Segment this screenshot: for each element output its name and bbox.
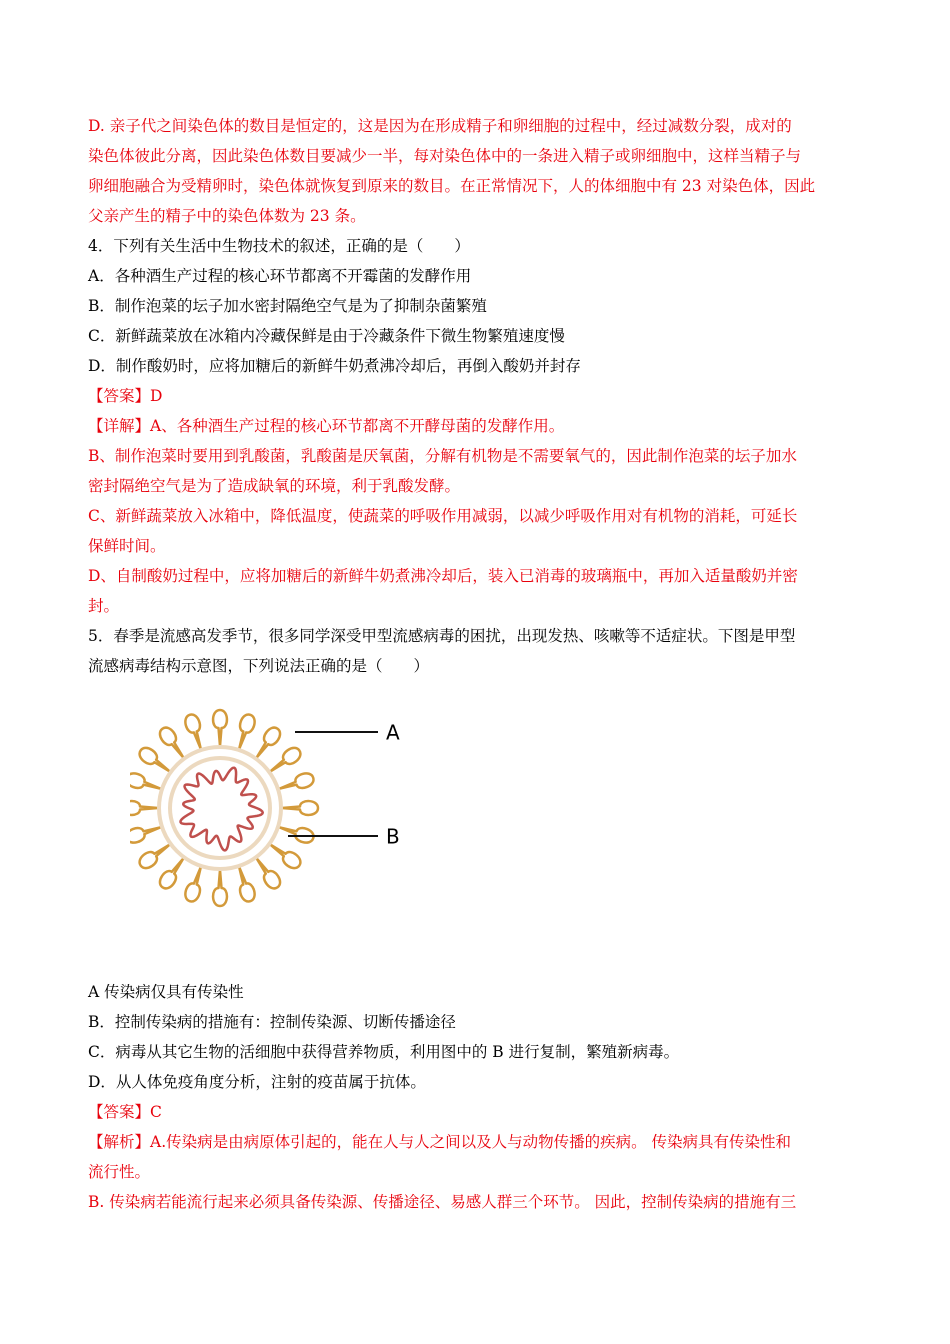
label-a: A (386, 720, 400, 745)
text-line: B．制作泡菜的坛子加水密封隔绝空气是为了抑制杂菌繁殖 (88, 297, 487, 315)
text-line: C．新鲜蔬菜放在冰箱内冷藏保鲜是由于冷藏条件下微生物繁殖速度慢 (88, 327, 565, 345)
spike-glycoprotein (213, 870, 227, 906)
text-line: D. 亲子代之间染色体的数目是恒定的，这是因为在形成精子和卵细胞的过程中，经过减数分裂，成对的 (88, 117, 792, 135)
text-line: 卵细胞融合为受精卵时，染色体就恢复到原来的数目。在正常情况下，人的体细胞中有 23 对染色体，因此 (88, 177, 816, 195)
spike-glycoprotein (185, 867, 200, 902)
spike-glycoprotein (140, 844, 170, 868)
text-line: C、新鲜蔬菜放入冰箱中，降低温度，使蔬菜的呼吸作用减弱，以减少呼吸作用对有机物的消耗，可延长 (88, 507, 798, 525)
text-line: A．各种酒生产过程的核心环节都离不开霉菌的发酵作用 (88, 267, 472, 285)
text-line: B．控制传染病的措施有：控制传染源、切断传播途径 (88, 1013, 456, 1031)
text-line: 【答案】C (88, 1103, 162, 1121)
text-line: 流感病毒结构示意图，下列说法正确的是（ ） (88, 657, 430, 675)
spike-glycoprotein (282, 801, 318, 815)
influenza-virus-diagram (130, 700, 420, 930)
spike-glycoprotein (279, 773, 314, 788)
text-line: B、制作泡菜时要用到乳酸菌，乳酸菌是厌氧菌，分解有机物是不需要氧气的，因此制作泡菜的坛子加水 (88, 447, 797, 465)
spike-glycoprotein (140, 748, 170, 772)
spike-glycoprotein (256, 728, 280, 758)
text-line: 密封隔绝空气是为了造成缺氧的环境，利于乳酸发酵。 (88, 477, 461, 495)
text-line: 5．春季是流感高发季节，很多同学深受甲型流感病毒的困扰，出现发热、咳嗽等不适症状。下图是甲型 (88, 627, 796, 645)
spike-glycoprotein (213, 710, 227, 746)
text-line: 【详解】A、各种酒生产过程的核心环节都离不开酵母菌的发酵作用。 (88, 417, 565, 435)
spike-glycoprotein (239, 714, 254, 749)
spike-glycoprotein (270, 748, 300, 772)
text-line: 【解析】A.传染病是由病原体引起的，能在人与人之间以及人与动物传播的疾病。 传染病具有传染性和 (88, 1133, 792, 1151)
genetic-material-rna (180, 768, 262, 851)
text-line: D．制作酸奶时，应将加糖后的新鲜牛奶煮沸冷却后，再倒入酸奶并封存 (88, 357, 581, 375)
text-line: A 传染病仅具有传染性 (88, 983, 244, 1001)
text-line: 保鲜时间。 (88, 537, 166, 555)
text-line: 【答案】D (88, 387, 163, 405)
label-b: B (386, 824, 400, 849)
text-line: 父亲产生的精子中的染色体数为 23 条。 (88, 207, 366, 225)
spike-glycoprotein (130, 827, 161, 842)
text-line: D、自制酸奶过程中，应将加糖后的新鲜牛奶煮沸冷却后，装入已消毒的玻璃瓶中，再加入适量酸奶并密 (88, 567, 798, 585)
spike-glycoprotein (270, 844, 300, 868)
spike-glycoprotein (185, 714, 200, 749)
spike-glycoprotein (239, 867, 254, 902)
text-line: 流行性。 (88, 1163, 151, 1181)
text-line: B. 传染病若能流行起来必须具备传染源、传播途径、易感人群三个环节。 因此，控制传染病的措施有三 (88, 1193, 797, 1211)
text-line: 4．下列有关生活中生物技术的叙述，正确的是（ ） (88, 237, 470, 255)
spike-glycoprotein (256, 858, 280, 888)
spike-glycoprotein (160, 858, 184, 888)
spike-glycoprotein (279, 827, 314, 842)
text-line: 染色体彼此分离，因此染色体数目要减少一半，每对染色体中的一条进入精子或卵细胞中，这样当精子与 (88, 147, 802, 165)
spike-glycoprotein (130, 801, 158, 815)
spike-glycoprotein (130, 773, 161, 788)
virus-envelope (159, 747, 281, 869)
text-line: 封。 (88, 597, 120, 615)
text-line: D．从人体免疫角度分析，注射的疫苗属于抗体。 (88, 1073, 426, 1091)
spike-glycoprotein (160, 728, 184, 758)
text-line: C．病毒从其它生物的活细胞中获得营养物质，利用图中的 B 进行复制，繁殖新病毒。 (88, 1043, 680, 1061)
